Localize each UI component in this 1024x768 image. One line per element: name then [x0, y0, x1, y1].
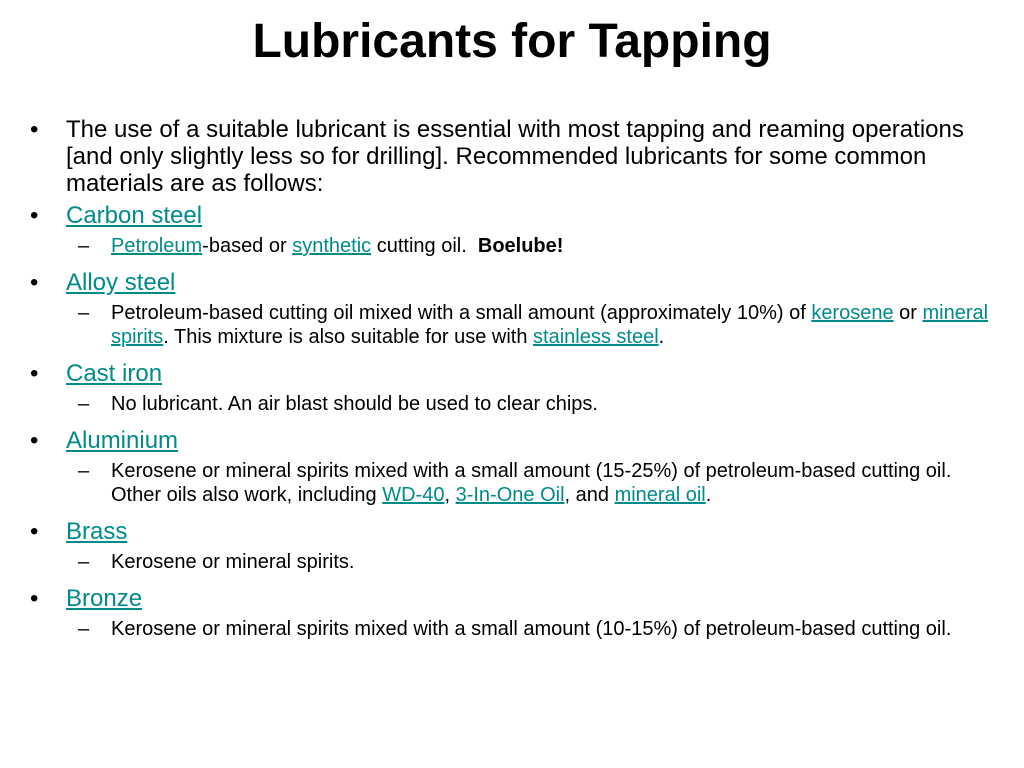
cast-iron-link[interactable]: Cast iron — [66, 360, 163, 387]
bullet-icon: • — [30, 427, 39, 454]
alloy-steel-link[interactable]: Alloy steel — [66, 269, 176, 296]
bullet-icon: • — [30, 360, 39, 387]
sub-item-carbon-steel — [78, 234, 990, 258]
text-segment: Kerosene or mineral spirits mixed with a small amount (15-25%) of petroleum-based cutting oil. Other oils also work, including — [111, 460, 952, 506]
kerosene-link[interactable]: kerosene — [811, 302, 894, 324]
bullet-brass — [30, 518, 990, 545]
bullet-bronze — [30, 585, 990, 612]
text-segment: , and — [564, 484, 615, 506]
text-segment: . This mixture is also suitable for use with — [163, 326, 534, 348]
sub-item-bronze — [78, 617, 990, 641]
dash-icon: – — [78, 235, 90, 257]
carbon-steel-link[interactable]: Carbon steel — [66, 202, 203, 229]
stainless-steel-link[interactable]: stainless steel — [533, 326, 659, 348]
text-segment: cutting oil. — [371, 235, 478, 257]
text-segment: No lubricant. An air blast should be used to clear chips. — [111, 393, 598, 415]
synthetic-link[interactable]: synthetic — [292, 235, 372, 257]
bullet-icon: • — [30, 116, 39, 143]
dash-icon: – — [78, 460, 90, 482]
text-segment: -based or — [202, 235, 293, 257]
wd-40-link[interactable]: WD-40 — [382, 484, 445, 506]
dash-icon: – — [78, 551, 90, 573]
text-segment: Petroleum-based cutting oil mixed with a small amount (approximately 10%) of — [111, 302, 812, 324]
bullet-alloy-steel — [30, 269, 990, 296]
bullet-aluminium — [30, 427, 990, 454]
3-in-one-oil-link[interactable]: 3-In-One Oil — [455, 484, 565, 506]
mineral-oil-link[interactable]: mineral oil — [614, 484, 706, 506]
sub-item-aluminium — [78, 459, 990, 507]
dash-icon: – — [78, 618, 90, 640]
slide-title: Lubricants for Tapping — [252, 15, 772, 68]
sub-item-alloy-steel — [78, 301, 990, 349]
bronze-link[interactable]: Bronze — [66, 585, 143, 612]
bullet-carbon-steel — [30, 202, 990, 229]
text-segment: . — [658, 326, 665, 348]
bullet-icon: • — [30, 518, 39, 545]
bullet-intro — [30, 116, 990, 197]
sub-item-cast-iron — [78, 392, 990, 416]
bullet-icon: • — [30, 269, 39, 296]
bullet-cast-iron — [30, 360, 990, 387]
aluminium-link[interactable]: Aluminium — [66, 427, 179, 454]
brass-link[interactable]: Brass — [66, 518, 128, 545]
dash-icon: – — [78, 302, 90, 324]
sub-item-brass — [78, 550, 990, 574]
text-segment: , — [444, 484, 456, 506]
text-segment: Kerosene or mineral spirits. — [111, 551, 355, 573]
mineral-spirits-link[interactable]: mineral spirits — [111, 302, 989, 348]
slide-content — [30, 116, 990, 652]
bullet-icon: • — [30, 202, 39, 229]
text-segment: or — [893, 302, 923, 324]
bullet-icon: • — [30, 585, 39, 612]
petroleum-link[interactable]: Petroleum — [111, 235, 203, 257]
boelube-emphasis: Boelube! — [477, 235, 564, 257]
intro-text: The use of a suitable lubricant is essential with most tapping and reaming operations [and only slightly less so for drilling]. Recommended lubricants for some common materials are as follows: — [66, 116, 964, 197]
text-segment: Kerosene or mineral spirits mixed with a small amount (10-15%) of petroleum-based cutting oil. — [111, 618, 952, 640]
text-segment: . — [705, 484, 712, 506]
dash-icon: – — [78, 393, 90, 415]
